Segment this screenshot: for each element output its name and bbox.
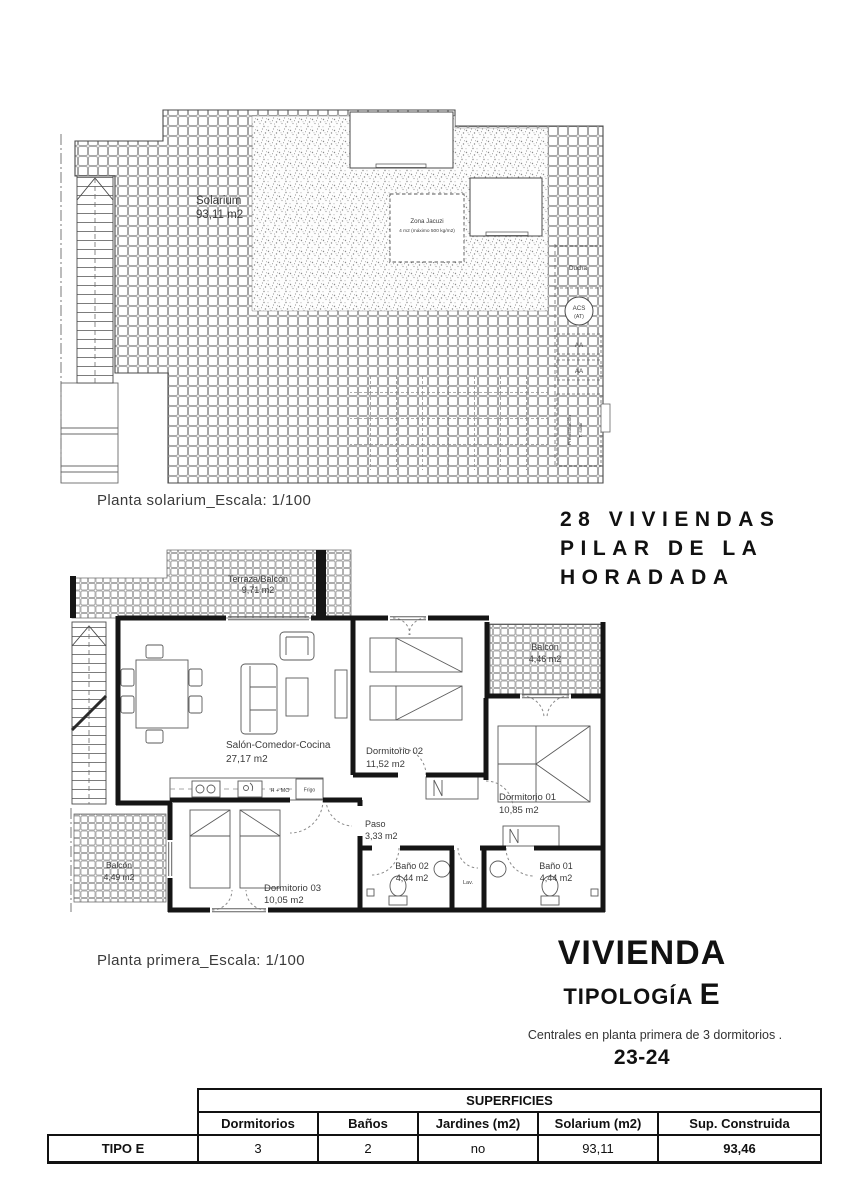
typology-subtitle — [487, 978, 797, 1012]
typology-block — [487, 934, 797, 1012]
value-sup-construida: 93,46 — [658, 1135, 821, 1163]
value-banos: 2 — [318, 1135, 418, 1163]
dorm01-wardrobe — [503, 826, 559, 846]
unit-numbers: 23-24 — [613, 1046, 671, 1069]
solarium-plan-drawing — [58, 106, 614, 490]
acs-label-2: (AT) — [574, 314, 584, 320]
aa-unit-1: AA — [574, 342, 584, 349]
balcon-left-label: Balcón — [106, 860, 132, 870]
project-title-line3: HORADADA — [560, 566, 735, 589]
lav-label: Lav. — [463, 880, 473, 886]
bano02-area: 4,44 m2 — [395, 873, 429, 883]
value-jardines: no — [418, 1135, 538, 1163]
col-header-dormitorios: Dormitorios — [198, 1112, 318, 1135]
kitchen-frigo-label: Frigo — [303, 787, 316, 794]
preinstalacion-label-2: T. solar — [579, 422, 584, 438]
tv-bench — [335, 670, 347, 718]
stairwell — [77, 176, 113, 383]
dorm02-beds — [370, 638, 462, 720]
kitchen-hmo-label: H + MO — [270, 788, 290, 794]
col-header-solarium: Solarium (m2) — [538, 1112, 658, 1135]
balcon-left-tiles — [74, 814, 166, 902]
dorm03-area: 10,05 m2 — [264, 895, 304, 906]
dorm01-area: 10,85 m2 — [499, 805, 539, 816]
stairwell-first-floor — [72, 622, 106, 804]
terraza-left-stub — [70, 576, 76, 618]
large-paving-grid — [350, 376, 548, 470]
salon-label: Salón-Comedor-Cocina — [226, 740, 331, 751]
bano01-area: 4,44 m2 — [539, 873, 573, 883]
solarium-room-area: 93,11 m2 — [196, 209, 244, 221]
terraza-label: Terraza/Balcón — [227, 574, 289, 584]
solarium-caption: Planta solarium_Escala: 1/100 — [97, 492, 312, 509]
sofa — [241, 664, 277, 734]
dorm02-area: 11,52 m2 — [366, 759, 405, 770]
table-corner-spacer-2 — [48, 1112, 198, 1135]
dorm02-wardrobe — [426, 777, 478, 799]
terraza-area: 9,71 m2 — [241, 585, 275, 595]
project-title-line1: 28 VIVIENDAS — [560, 508, 781, 531]
bano02-label: Baño 02 — [395, 861, 429, 871]
ducha-label: Ducha — [569, 265, 587, 272]
paso-area: 3,33 m2 — [365, 831, 398, 841]
table-title-row — [48, 1089, 821, 1112]
row-label-tipo-e: TIPO E — [48, 1135, 198, 1163]
balcon-right-label: Balcón — [531, 642, 559, 652]
first-floor-plan-drawing — [58, 538, 618, 938]
first-floor-caption: Planta primera_Escala: 1/100 — [97, 952, 305, 969]
dorm03-label: Dormitorio 03 — [264, 883, 322, 894]
armchair — [280, 632, 314, 660]
col-header-jardines: Jardines (m2) — [418, 1112, 538, 1135]
typology-description: Centrales en planta primera de 3 dormitorios . — [527, 1028, 783, 1042]
terraza-tiles — [72, 550, 351, 618]
salon-area: 27,17 m2 — [226, 754, 268, 765]
acs-label: ACS — [572, 305, 586, 312]
dorm01-bed — [498, 726, 590, 802]
superficies-table — [47, 1088, 822, 1164]
dorm03-beds — [190, 810, 280, 888]
jacuzzi-zone — [390, 194, 464, 262]
jacuzzi-spec: 4 m2 (máximo 500 kg/m2) — [399, 229, 455, 234]
table-title-cell: SUPERFICIES — [198, 1089, 821, 1112]
dorm01-label: Dormitorio 01 — [499, 792, 557, 803]
bano01-label: Baño 01 — [539, 861, 573, 871]
table-data-row — [48, 1135, 821, 1163]
preinstalacion-label: Preinstalación — [568, 414, 573, 446]
coffee-table — [286, 678, 308, 716]
terraza-pillar — [316, 550, 326, 618]
balcon-left-area: 4,49 m2 — [103, 872, 135, 882]
typology-letter: E — [699, 978, 721, 1011]
table-corner-spacer — [48, 1089, 198, 1112]
solarium-room-label: Solarium — [196, 195, 242, 207]
dorm02-label: Dormitorio 02 — [366, 746, 424, 757]
table-header-row — [48, 1112, 821, 1135]
jacuzzi-label: Zona Jacuzi — [410, 218, 444, 225]
value-solarium: 93,11 — [538, 1135, 658, 1163]
col-header-sup-construida: Sup. Construida — [658, 1112, 821, 1135]
col-header-banos: Baños — [318, 1112, 418, 1135]
typology-subtitle-word: TIPOLOGÍA — [563, 984, 693, 1009]
paso-label: Paso — [365, 819, 386, 829]
balcon-right-area: 4,46 m2 — [528, 654, 562, 664]
dining-set — [121, 645, 202, 743]
project-title-line2: PILAR DE LA — [560, 537, 764, 560]
typology-title: VIVIENDA — [557, 934, 727, 972]
kitchen-counter — [170, 778, 323, 800]
aa-unit-2: AA — [574, 368, 584, 375]
value-dormitorios: 3 — [198, 1135, 318, 1163]
